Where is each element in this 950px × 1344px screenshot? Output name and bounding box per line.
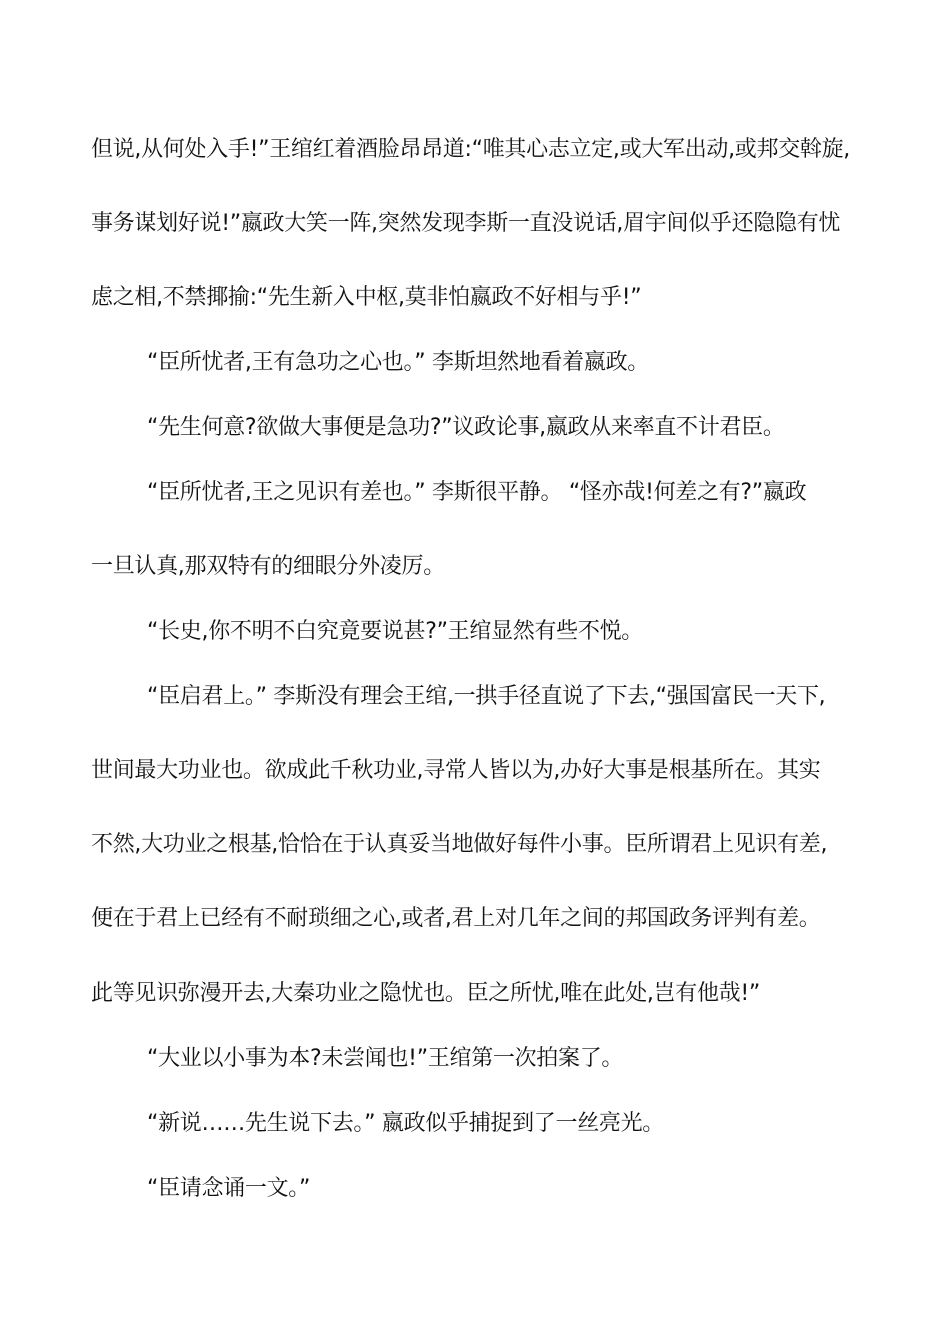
text-line-16: “臣请念诵一文。” (147, 1176, 311, 1201)
text-line-2: 事务谋划好说!”嬴政大笑一阵,突然发现李斯一直没说话,眉宇间似乎还隐隐有忧 (91, 211, 841, 236)
text-line-12: 便在于君上已经有不耐琐细之心,或者,君上对几年之间的邦国政务评判有差。 (91, 906, 821, 931)
text-line-3: 虑之相,不禁揶揄:“先生新入中枢,莫非怕嬴政不好相与乎!” (91, 285, 642, 310)
text-line-10: 世间最大功业也。欲成此千秋功业,寻常人皆以为,办好大事是根基所在。其实 (91, 758, 821, 783)
text-line-5: “先生何意?欲做大事便是急功?”议政论事,嬴政从来率直不计君臣。 (147, 415, 785, 440)
text-line-14: “大业以小事为本?未尝闻也!”王绾第一次拍案了。 (147, 1046, 624, 1071)
text-line-8: “长史,你不明不白究竟要说甚?”王绾显然有些不悦。 (147, 619, 643, 644)
text-line-4: “臣所忧者,王有急功之心也。” 李斯坦然地看着嬴政。 (147, 350, 649, 375)
text-line-7: 一旦认真,那双特有的细眼分外凌厉。 (91, 554, 445, 579)
text-line-9: “臣启君上。” 李斯没有理会王绾,一拱手径直说了下去,“强国富民一天下, (147, 684, 826, 709)
text-line-11: 不然,大功业之根基,恰恰在于认真妥当地做好每件小事。臣所谓君上见识有差, (91, 832, 828, 857)
text-line-1: 但说,从何处入手!”王绾红着酒脸昂昂道:“唯其心志立定,或大军出动,或邦交斡旋, (91, 137, 851, 162)
text-line-15: “新说……先生说下去。” 嬴政似乎捕捉到了一丝亮光。 (147, 1111, 664, 1136)
text-line-6: “臣所忧者,王之见识有差也。” 李斯很平静。 “怪亦哉!何差之有?”嬴政 (147, 480, 807, 505)
text-line-13: 此等见识弥漫开去,大秦功业之隐忧也。臣之所忧,唯在此处,岂有他哉!” (91, 981, 760, 1006)
